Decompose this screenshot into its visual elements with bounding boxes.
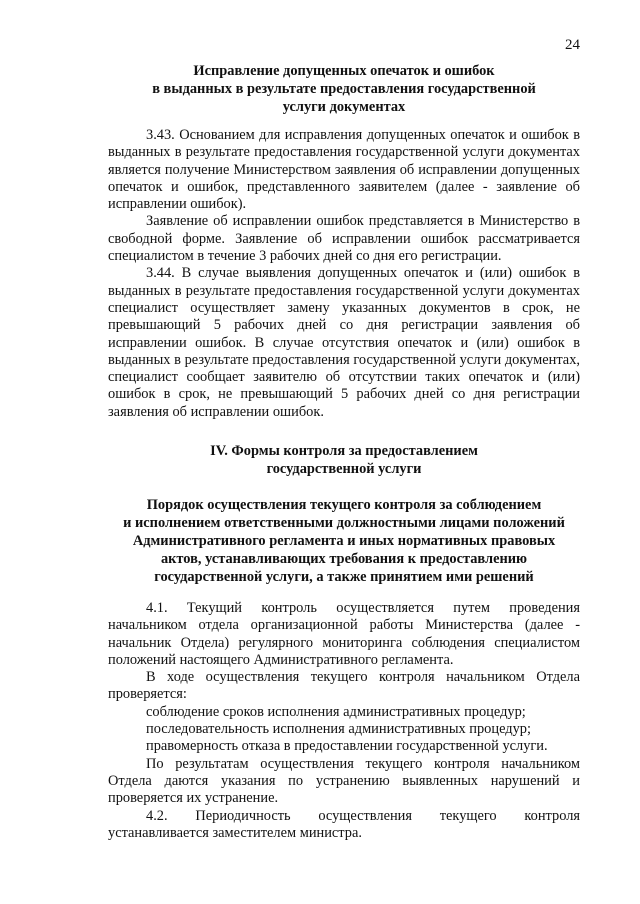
heading-line: государственной услуги — [266, 461, 422, 477]
heading-line: Порядок осуществления текущего контроля за соблюдением — [146, 497, 542, 513]
list-item: правомерность отказа в предоставлении государственной услуги. — [146, 738, 548, 755]
paragraph-checked-items-intro: В ходе осуществления текущего контроля начальником Отдела проверяется: — [108, 669, 580, 703]
corrections-body — [108, 127, 580, 421]
list-item: последовательность исполнения административных процедур; — [146, 721, 531, 738]
paragraph-3-44: 3.44. В случае выявления допущенных опечаток и (или) ошибок в выданных в результате предоставления государственной услуги документах специалист осуществляет замену указанных документов в срок, не превышающий 5 рабочих дней со дня регистрации заявления об исправлении ошибок. В случае отсутствия опечаток и (или) ошибок в выданных в результате предоставления государственной услуги документах, специалист сообщает заявителю об отсутствии таких опечаток и (или) ошибок в срок, не превышающий 5 рабочих дней со дня регистрации заявления об исправлении ошибок. — [108, 265, 580, 420]
heading-line: Исправление допущенных опечаток и ошибок — [193, 63, 495, 79]
section-heading-current-control — [108, 496, 580, 586]
heading-line: государственной услуги, а также принятием ими решений — [154, 569, 534, 585]
current-control-body — [108, 600, 580, 842]
paragraph-3-43: 3.43. Основанием для исправления допущенных опечаток и ошибок в выданных в результате предоставления государственной услуги документах является получение Министерством заявления об исправлении допущенных опечаток и ошибок, представленного заявителем (далее - заявление об исправлении ошибок). — [108, 127, 580, 213]
heading-line: актов, устанавливающих требования к предоставлению — [160, 551, 528, 567]
section-heading-control-forms — [108, 442, 580, 478]
page-number: 24 — [565, 37, 580, 53]
heading-line: IV. Формы контроля за предоставлением — [210, 443, 478, 459]
paragraph-application-form: Заявление об исправлении ошибок представляется в Министерство в свободной форме. Заявление об исправлении ошибок рассматривается специалистом в течение 3 рабочих дней со дня его регистрации. — [108, 213, 580, 265]
heading-line: и исполнением ответственными должностными лицами положений — [123, 515, 565, 531]
heading-line: Административного регламента и иных нормативных правовых — [132, 533, 556, 549]
paragraph-4-1: 4.1. Текущий контроль осуществляется путем проведения начальником отдела организационной работы Министерства (далее - начальник Отдела) регулярного мониторинга соблюдения специалистом положений настоящего Административного регламента. — [108, 600, 580, 668]
heading-line: услуги документах — [282, 99, 406, 115]
paragraph-4-2: 4.2. Периодичность осуществления текущего контроля устанавливается заместителем министра. — [108, 807, 580, 841]
paragraph-control-results: По результатам осуществления текущего контроля начальником Отдела даются указания по устранению выявленных нарушений и проверяется их устранение. — [108, 755, 580, 807]
heading-line: в выданных в результате предоставления государственной — [152, 81, 536, 97]
section-heading-corrections — [108, 62, 580, 116]
list-item: соблюдение сроков исполнения административных процедур; — [146, 703, 526, 720]
